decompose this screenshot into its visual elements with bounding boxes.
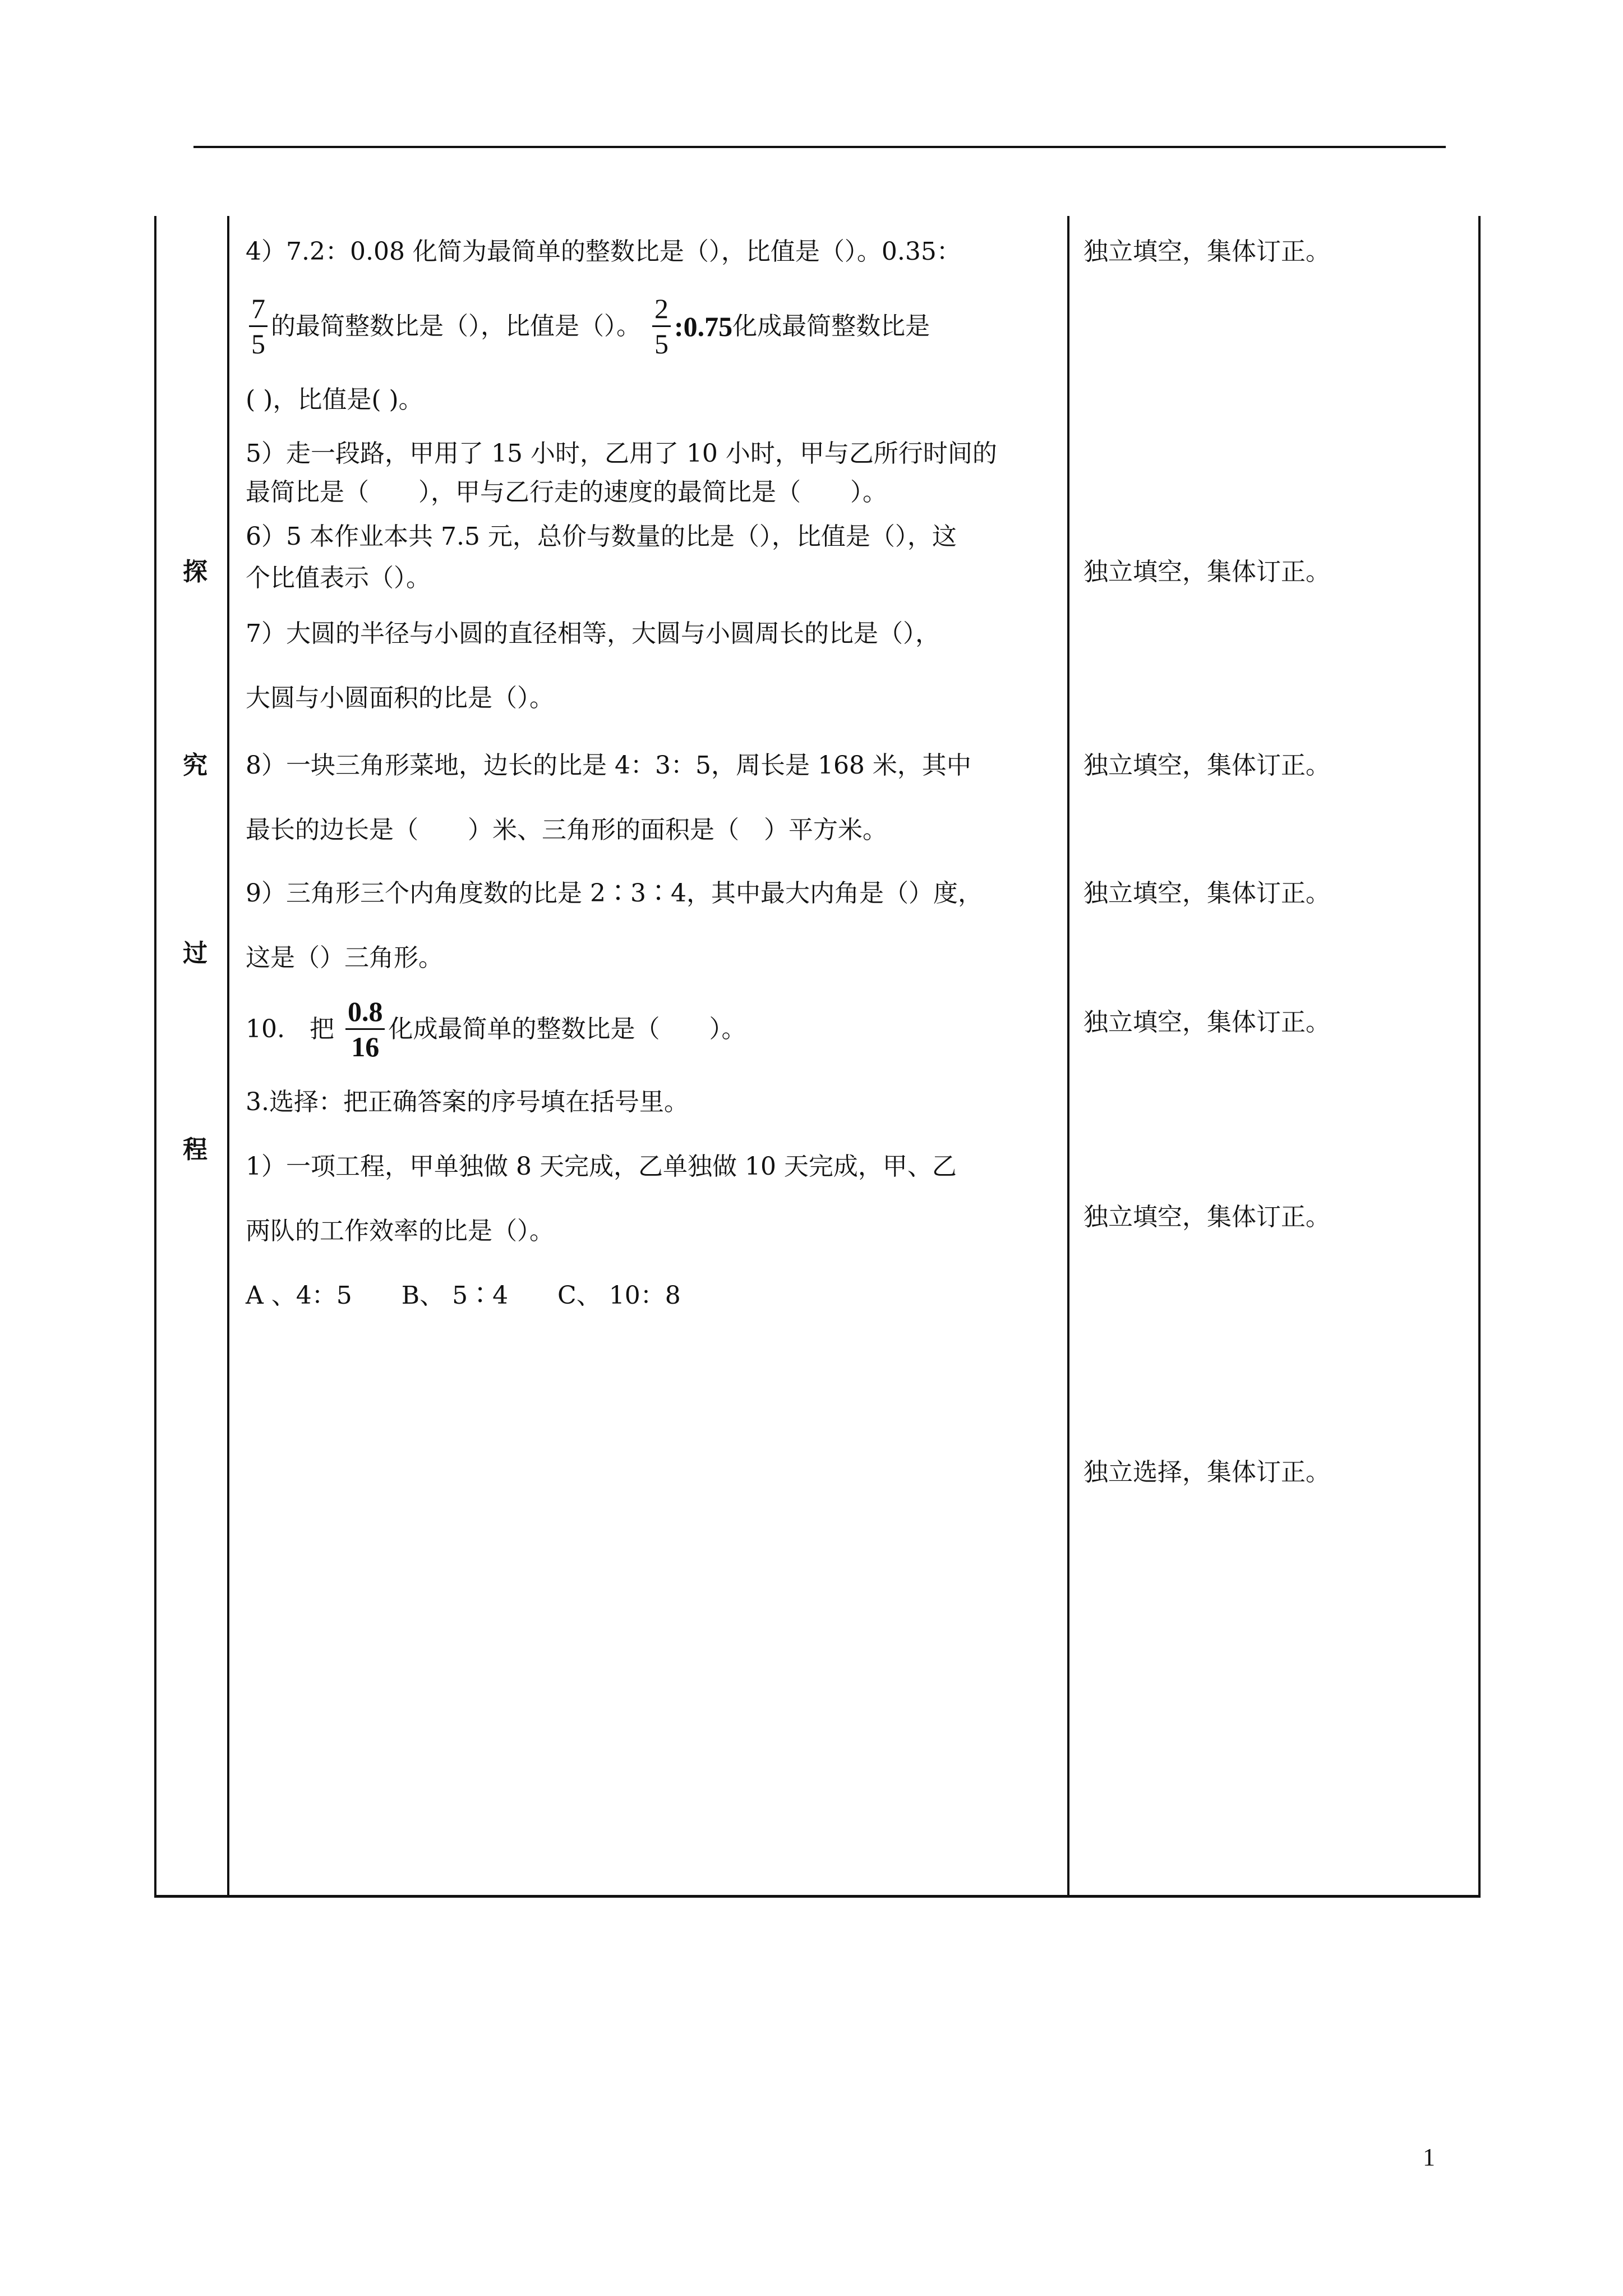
question-4-line-2 [246, 292, 930, 361]
question-5-line-1: 5）走一段路，甲用了 15 小时，乙用了 10 小时，甲与乙所行时间的 [246, 439, 997, 468]
question-9-line-2: 这是（）三角形。 [246, 944, 443, 972]
side-label-char: 究 [183, 751, 208, 780]
fraction-numerator: 2 [652, 292, 671, 327]
question-8-line-1: 8）一块三角形菜地，边长的比是 4：3：5，周长是 168 米，其中 [246, 751, 971, 780]
question-10-line [246, 995, 746, 1064]
question-8-line-2: 最长的边长是（ ）米、三角形的面积是（ ）平方米。 [246, 816, 887, 844]
fraction-denominator: 5 [251, 328, 265, 360]
question-7-line-1: 7）大圆的半径与小圆的直径相等，大圆与小圆周长的比是（）， [246, 619, 940, 648]
ratio-value: :0.75 [674, 310, 733, 342]
page-number: 1 [1423, 2143, 1435, 2171]
choice-1-line-2: 两队的工作效率的比是（）。 [246, 1217, 554, 1245]
question-4-line-3: ( )，比值是( )。 [246, 385, 423, 414]
header-rule [193, 146, 1446, 148]
table-divider-right [1067, 216, 1069, 1898]
question-10-prefix: 10. 把 [246, 1014, 334, 1043]
fraction-7-5 [249, 292, 268, 361]
question-6-line-2: 个比值表示（）。 [246, 564, 431, 592]
question-7-line-2: 大圆与小圆面积的比是（）。 [246, 684, 554, 712]
question-10-suffix: 化成最简单的整数比是（ ）。 [388, 1014, 746, 1043]
note-cell: 独立选择，集体订正。 [1083, 1458, 1330, 1487]
note-cell: 独立填空，集体订正。 [1083, 879, 1330, 908]
fraction-numerator: 7 [249, 292, 268, 327]
fraction-denominator: 16 [351, 1031, 380, 1062]
question-4-line-1: 4）7.2：0.08 化简为最简单的整数比是（），比值是（）。0.35： [246, 237, 961, 266]
section-3-title: 3.选择：把正确答案的序号填在括号里。 [246, 1088, 689, 1116]
note-cell: 独立填空，集体订正。 [1083, 237, 1330, 266]
question-4-text: 的最简整数比是（），比值是（）。 [271, 311, 641, 341]
question-5-line-2: 最简比是（ ），甲与乙行走的速度的最简比是（ ）。 [246, 478, 887, 507]
choice-1-line-1: 1）一项工程，甲单独做 8 天完成，乙单独做 10 天完成，甲、乙 [246, 1152, 957, 1181]
note-cell: 独立填空，集体订正。 [1083, 1008, 1330, 1037]
note-cell: 独立填空，集体订正。 [1083, 751, 1330, 780]
side-label-char: 探 [183, 558, 208, 586]
question-6-line-1: 6）5 本作业本共 7.5 元，总价与数量的比是（），比值是（），这 [246, 522, 957, 551]
side-label-char: 过 [183, 939, 208, 968]
note-cell: 独立填空，集体订正。 [1083, 1203, 1330, 1231]
note-cell: 独立填空，集体订正。 [1083, 558, 1330, 586]
choice-1-options: A 、4：5 B、 5∶4 C、 10：8 [246, 1281, 681, 1310]
fraction-0.8-16 [345, 995, 385, 1064]
side-label-char: 程 [183, 1135, 208, 1164]
question-9-line-1: 9）三角形三个内角度数的比是 2∶3∶4，其中最大内角是（）度， [246, 879, 983, 908]
table-divider-left [227, 216, 229, 1898]
fraction-numerator: 0.8 [345, 995, 385, 1030]
fraction-denominator: 5 [654, 328, 668, 360]
fraction-2-5 [652, 292, 671, 361]
question-4-text: 化成最简整数比是 [732, 311, 930, 341]
